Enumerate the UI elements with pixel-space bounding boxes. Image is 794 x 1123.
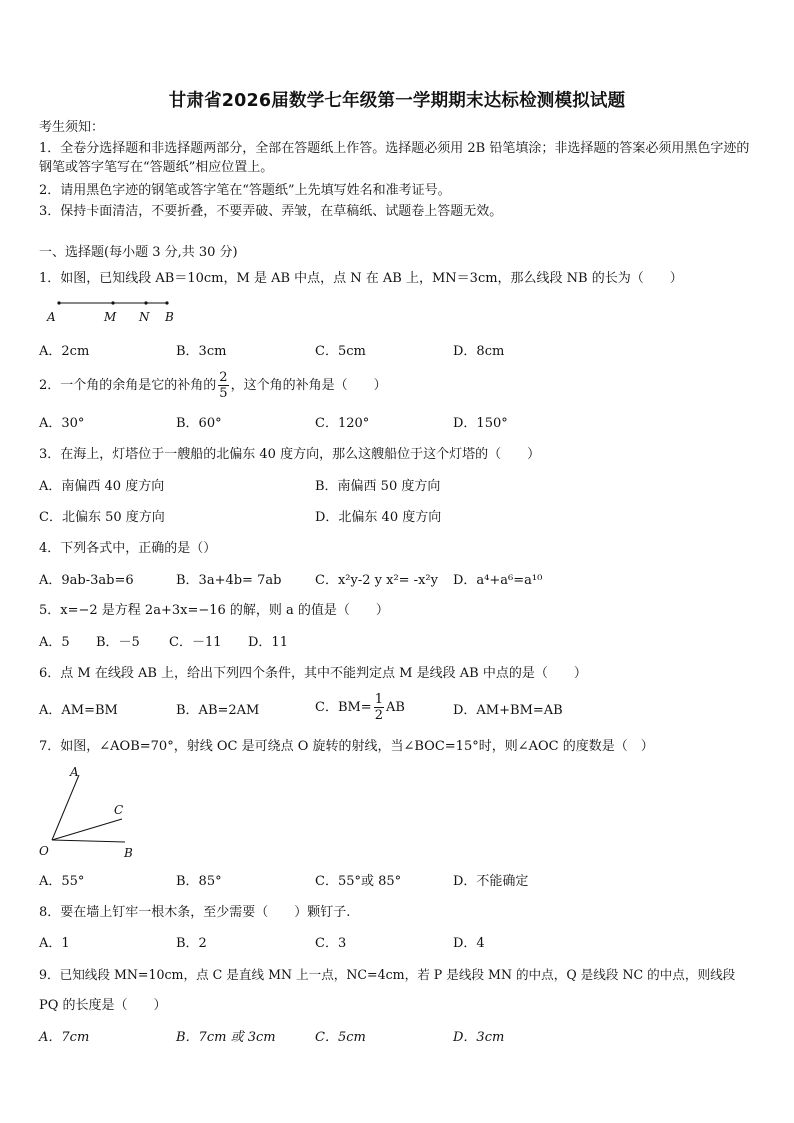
label-a: A [70,765,79,779]
question-6-stem: 6．点 M 在线段 AB 上，给出下列四个条件，其中不能判定点 M 是线段 AB 中点的是（ ） [39,666,587,681]
q3-option-c: C．北偏东 50 度方向 [39,510,165,525]
label-b: B [124,846,133,860]
q9-option-b: B．7cm 或 3cm [176,1030,276,1045]
q2-frac-den: 5 [219,386,228,401]
q1-option-d: D．8cm [453,344,505,359]
question-4-stem: 4．下列各式中，正确的是（） [39,541,217,556]
q9-option-a: A．7cm [39,1030,90,1045]
notice-item-1: 1．全卷分选择题和非选择题两部分，全部在答题纸上作答。选择题必须用 2B 铅笔填涂；非选择题的答案必须用黑色字迹的钢笔或答字笔写在“答题纸”相应位置上。 [39,141,750,175]
q7-option-c: C．55°或 85° [315,874,402,889]
point-a [57,301,60,304]
section-heading: 一、选择题(每小题 3 分,共 30 分) [39,245,238,260]
label-n: N [139,310,150,324]
q6-option-d: D．AM+BM=AB [453,703,563,718]
q7-option-a: A．55° [39,874,85,889]
question-7-figure [36,762,146,862]
ray-oa [52,775,79,840]
q7-option-b: B．85° [176,874,222,889]
q1-option-a: A．2cm [39,344,90,359]
q4-option-a: A．9ab-3ab=6 [39,573,134,588]
q6-frac-den: 2 [374,708,383,723]
ray-oc [52,819,122,840]
q4-option-b: B．3a+4b= 7ab [176,573,282,588]
q9-option-c: C．5cm [315,1030,366,1045]
point-b [165,301,168,304]
label-b: B [165,310,174,324]
label-m: M [104,310,117,324]
question-1-stem: 1．如图，已知线段 AB＝10cm，M 是 AB 中点，点 N 在 AB 上，MN＝3cm，那么线段 NB 的长为（ ） [39,271,683,286]
q5-option-b: B．－5 [96,635,140,650]
q1-option-c: C．5cm [315,344,366,359]
q2-frac-num: 2 [219,370,228,385]
question-1-figure [42,294,182,324]
label-a: A [47,310,56,324]
q5-option-a: A．5 [39,635,70,650]
q6-option-c-label: C．BM= [315,700,372,715]
q3-option-b: B．南偏西 50 度方向 [315,479,441,494]
point-n [144,301,147,304]
q8-option-b: B．2 [176,936,207,951]
q2-option-a: A．30° [39,416,85,431]
question-7-stem: 7．如图，∠AOB=70°，射线 OC 是可绕点 O 旋转的射线，当∠BOC=15°时，则∠AOC 的度数是（ ） [39,739,654,754]
q6-option-b: B．AB=2AM [176,703,260,718]
question-2-stem [39,368,387,404]
q5-option-d: D．11 [248,635,288,650]
q2-option-c: C．120° [315,416,370,431]
q2-option-b: B．60° [176,416,222,431]
q3-option-a: A．南偏西 40 度方向 [39,479,165,494]
q6-frac-num: 1 [374,692,383,707]
question-9-stem-line-2: PQ 的长度是（ ） [39,998,167,1013]
label-o: O [39,844,49,858]
q9-option-d: D．3cm [453,1030,505,1045]
ray-ob [52,840,125,842]
q6-option-c-after: AB [386,700,405,715]
q8-option-a: A．1 [39,936,70,951]
q5-option-c: C．－11 [169,635,222,650]
q7-option-d: D．不能确定 [453,874,529,889]
question-3-stem: 3．在海上，灯塔位于一艘船的北偏东 40 度方向，那么这艘船位于这个灯塔的（ ） [39,447,541,462]
q6-option-a: A．AM=BM [39,703,118,718]
q4-option-c: C．x²y-2 y x²= -x²y [315,573,438,588]
q8-option-c: C．3 [315,936,347,951]
page-title: 甘肃省2026届数学七年级第一学期期末达标检测模拟试题 [168,91,626,111]
q2-stem-before: 2．一个角的余角是它的补角的 [39,378,217,393]
q8-option-d: D．4 [453,936,485,951]
q3-option-d: D．北偏东 40 度方向 [315,510,442,525]
q1-option-b: B．3cm [176,344,227,359]
q4-option-d: D．a⁴+a⁶=a¹⁰ [453,573,543,588]
label-c: C [114,803,124,817]
notice-item-3: 3．保持卡面清洁，不要折叠，不要弄破、弄皱，在草稿纸、试题卷上答题无效。 [39,204,503,219]
notice-heading: 考生须知： [39,120,105,135]
q2-fraction [218,371,228,400]
q6-option-c [315,690,405,726]
question-5-stem: 5．x=−2 是方程 2a+3x=−16 的解，则 a 的值是（ ） [39,603,389,618]
notice-item-2: 2．请用黑色字迹的钢笔或答字笔在“答题纸”上先填写姓名和准考证号。 [39,183,451,198]
q2-stem-after: ，这个角的补角是（ ） [230,378,387,393]
question-8-stem: 8．要在墙上钉牢一根木条，至少需要（ ）颗钉子. [39,905,351,920]
q6-fraction [374,693,384,722]
question-9-stem-line-1: 9．已知线段 MN=10cm，点 C 是直线 MN 上一点，NC=4cm，若 P 是线段 MN 的中点，Q 是线段 NC 的中点，则线段 [39,967,736,982]
point-m [111,301,114,304]
q2-option-d: D．150° [453,416,508,431]
